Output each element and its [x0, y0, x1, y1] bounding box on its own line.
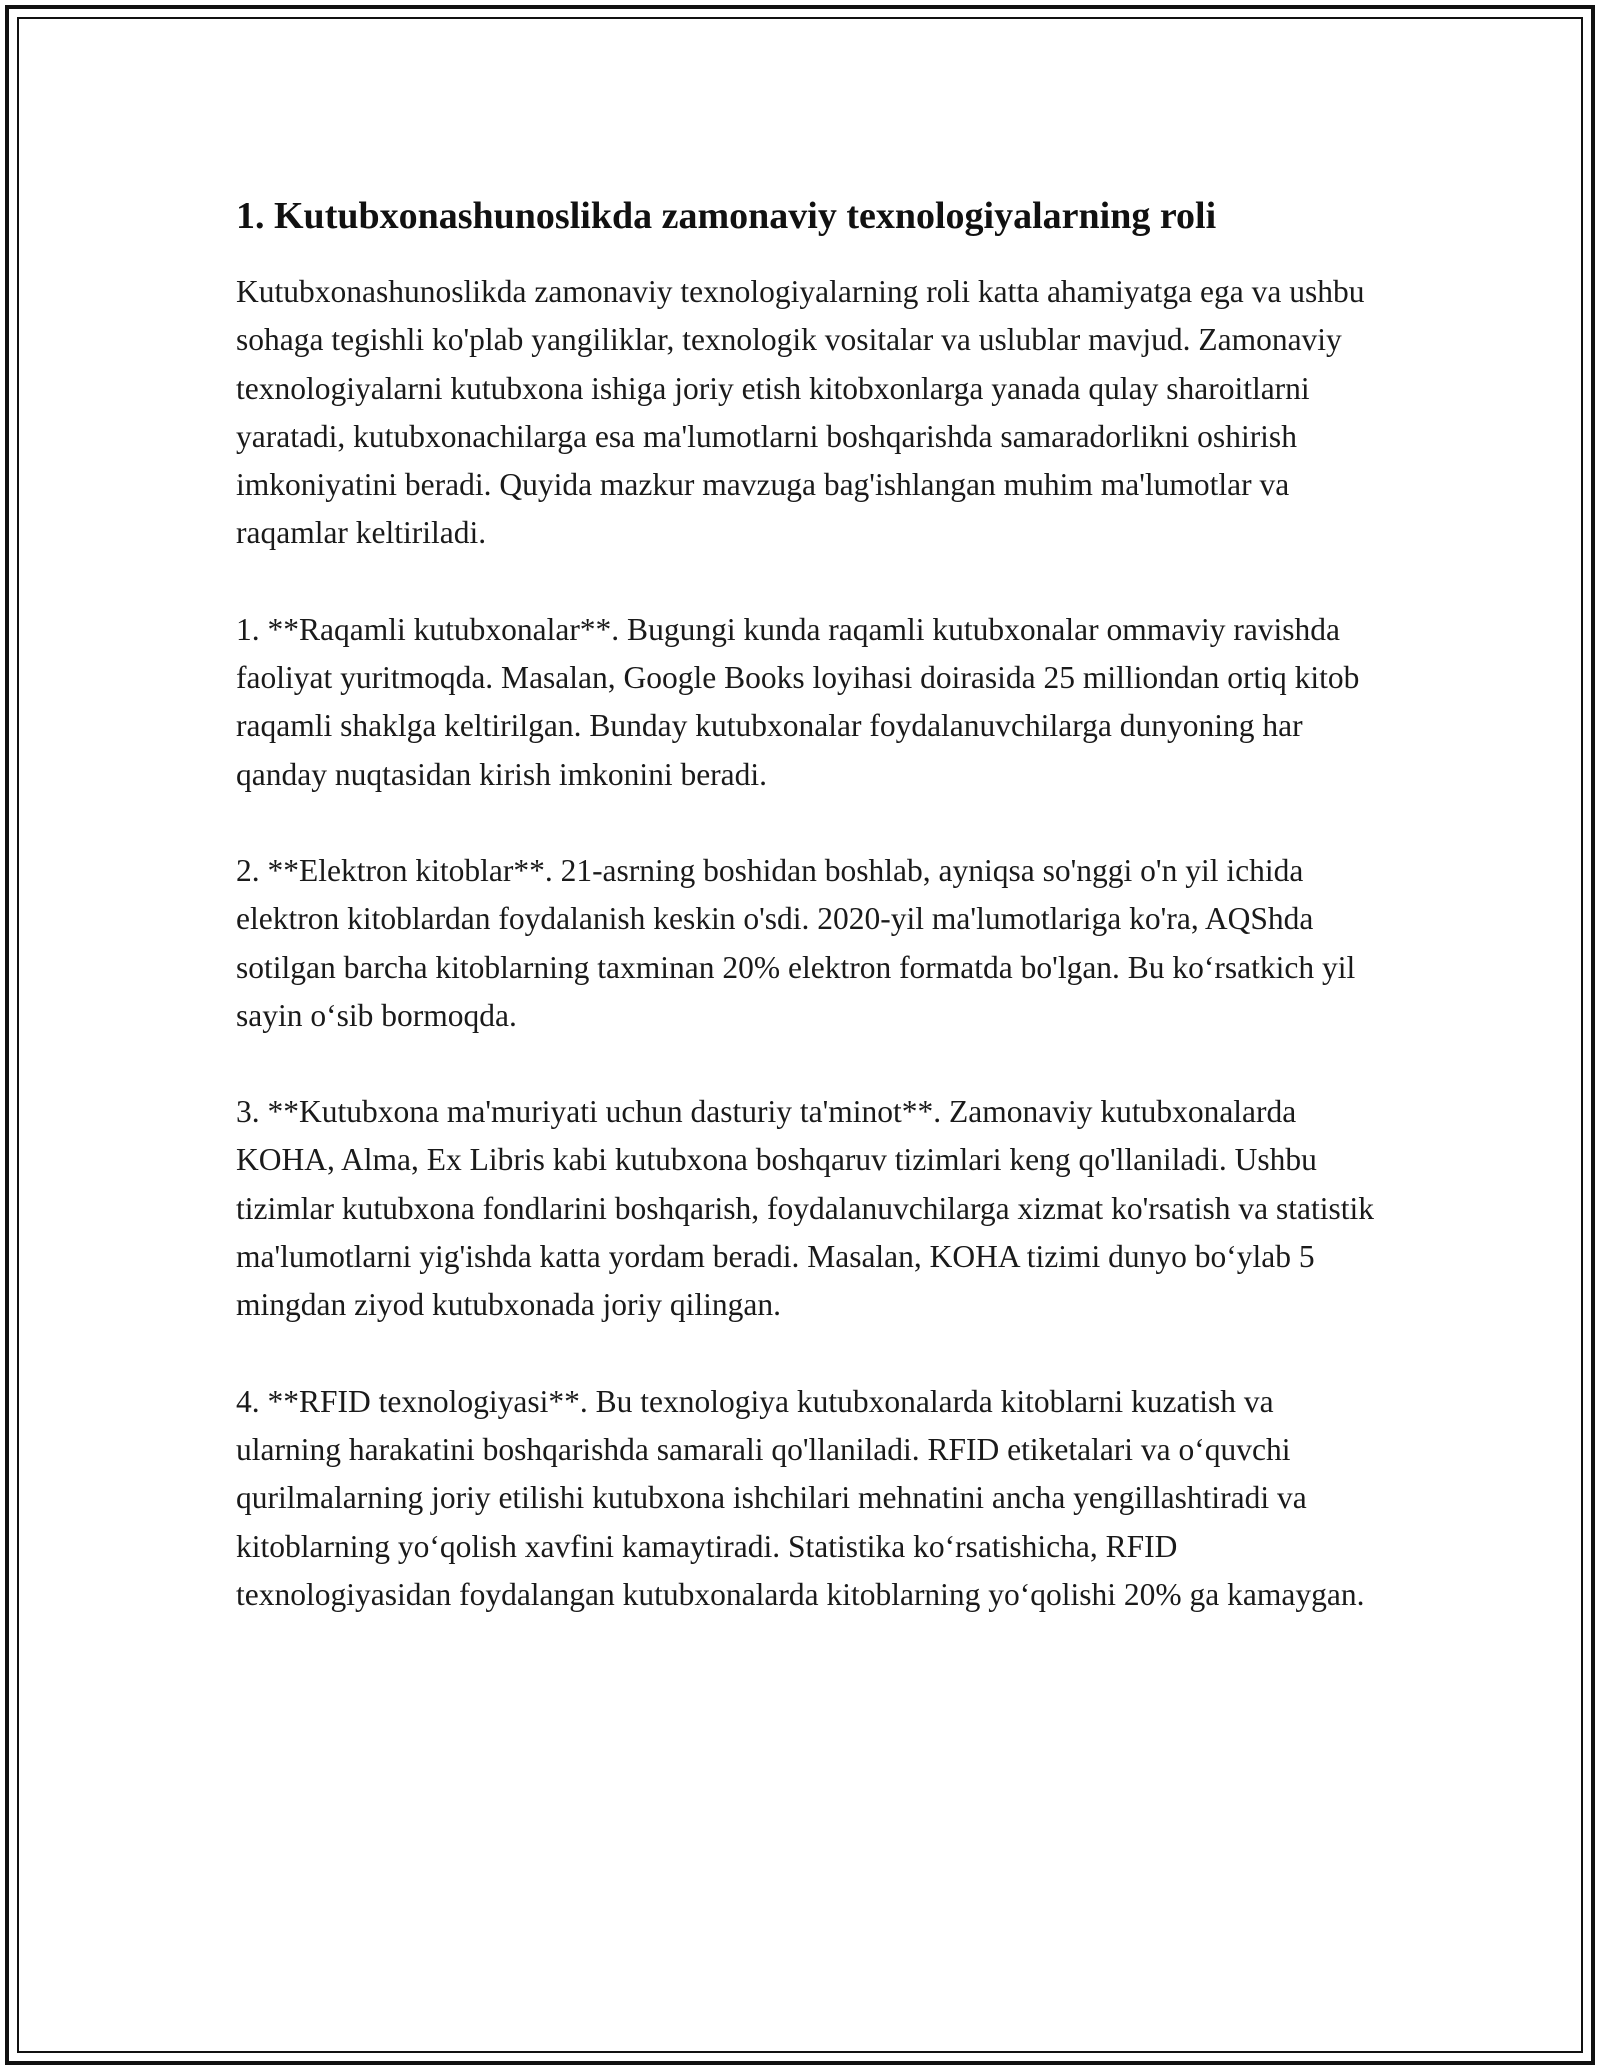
paragraph-spacer — [236, 1330, 1376, 1378]
paragraph-spacer — [236, 558, 1376, 606]
section-heading: 1. Kutubxonashunoslikda zamonaviy texnologiyalarning roli — [236, 195, 1217, 237]
paragraph-spacer — [236, 1040, 1376, 1088]
item-electronic-books: 2. **Elektron kitoblar**. 21-asrning boshidan boshlab, ayniqsa so'nggi o'n yil ichida elektron kitoblardan foydalanish keskin o'sdi. 2020-yil ma'lumotlariga ko'ra, AQShda sotilgan barcha kitoblarning taxminan 20% elektron formatda bo'lgan. Bu koʻrsatkich yil sayin oʻsib bormoqda. — [236, 852, 1356, 1033]
document-body — [236, 186, 1376, 1619]
paragraph-spacer — [236, 799, 1376, 847]
item-digital-libraries: 1. **Raqamli kutubxonalar**. Bugungi kunda raqamli kutubxonalar ommaviy ravishda faoliyat yuritmoqda. Masalan, Google Books loyihasi doirasida 25 milliondan ortiq kitob raqamli shaklga keltirilgan. Bunday kutubxonalar foydalanuvchilarga dunyoning har qanday nuqtasidan kirish imkonini beradi. — [236, 611, 1360, 792]
item-rfid-technology: 4. **RFID texnologiyasi**. Bu texnologiya kutubxonalarda kitoblarni kuzatish va ularning harakatini boshqarishda samarali qo'llaniladi. RFID etiketalari va oʻquvchi qurilmalarning joriy etilishi kutubxona ishchilari mehnatini ancha yengillashtiradi va kitoblarning yoʻqolish xavfini kamaytiradi. Statistika koʻrsatishicha, RFID texnologiyasidan foydalangan kutubxonalarda kitoblarning yoʻqolishi 20% ga kamaygan. — [236, 1383, 1365, 1612]
item-library-software: 3. **Kutubxona ma'muriyati uchun dasturiy ta'minot**. Zamonaviy kutubxonalarda KOHA, Alma, Ex Libris kabi kutubxona boshqaruv tizimlari keng qo'llaniladi. Ushbu tizimlar kutubxona fondlarini boshqarish, foydalanuvchilarga xizmat ko'rsatish va statistik ma'lumotlarni yig'ishda katta yordam beradi. Masalan, KOHA tizimi dunyo boʻylab 5 mingdan ziyod kutubxonada joriy qilingan. — [236, 1094, 1374, 1323]
intro-paragraph: Kutubxonashunoslikda zamonaviy texnologiyalarning roli katta ahamiyatga ega va ushbu sohaga tegishli ko'plab yangiliklar, texnologik vositalar va uslublar mavjud. Zamonaviy texnologiyalarni kutubxona ishiga joriy etish kitobxonlarga yanada qulay sharoitlarni yaratadi, kutubxonachilarga esa ma'lumotlarni boshqarishda samaradorlikni oshirish imkoniyatini beradi. Quyida mazkur mavzuga bag'ishlangan muhim ma'lumotlar va raqamlar keltiriladi. — [236, 274, 1365, 551]
